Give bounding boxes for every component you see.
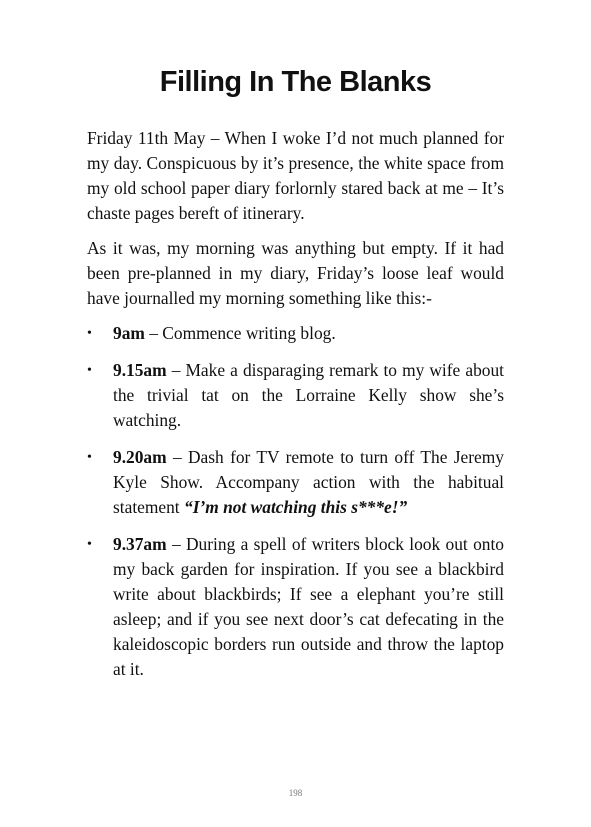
bullet-icon: • <box>87 326 92 341</box>
bullet-icon: • <box>87 363 92 378</box>
entry-time: 9.15am <box>113 360 167 380</box>
entry-text: – Make a disparaging remark to my wife about the trivial tat on the Lorraine Kelly show she’s watching. <box>113 360 504 430</box>
body-paragraph: As it was, my morning was anything but empty. If it had been pre-planned in my diary, Friday’s loose leaf would have journalled my morning something like this:- <box>87 238 504 308</box>
diary-entry-list <box>87 321 504 682</box>
diary-entry <box>87 532 504 682</box>
entry-time: 9.20am <box>113 447 167 467</box>
entry-text: – During a spell of writers block look out onto my back garden for inspiration. If you see a blackbird write about blackbirds; If see a elephant you’re still asleep; and if you see next door’s cat defecating in the kaleidoscopic borders run outside and throw the laptop at it. <box>113 534 504 679</box>
chapter-title: Filling In The Blanks <box>159 66 432 98</box>
diary-entry <box>87 445 504 520</box>
entry-time: 9.37am <box>113 534 167 554</box>
diary-entry <box>87 358 504 433</box>
body-paragraph: Friday 11th May – When I woke I’d not much planned for my day. Conspicuous by it’s presence, the white space from my old school paper diary forlornly stared back at me – It’s chaste pages bereft of itinerary. <box>87 128 504 223</box>
page-number: 198 <box>288 788 303 798</box>
bullet-icon: • <box>87 537 92 552</box>
bullet-icon: • <box>87 450 92 465</box>
diary-entry <box>87 321 504 346</box>
entry-text: – Dash for TV remote to turn off The Jeremy Kyle Show. Accompany action with the habitual statement <box>113 447 504 517</box>
chapter-body <box>87 126 504 694</box>
entry-time: 9am <box>113 323 145 343</box>
entry-quote: “I’m not watching this s***e!” <box>184 497 408 517</box>
entry-text: – Commence writing blog. <box>144 323 336 343</box>
